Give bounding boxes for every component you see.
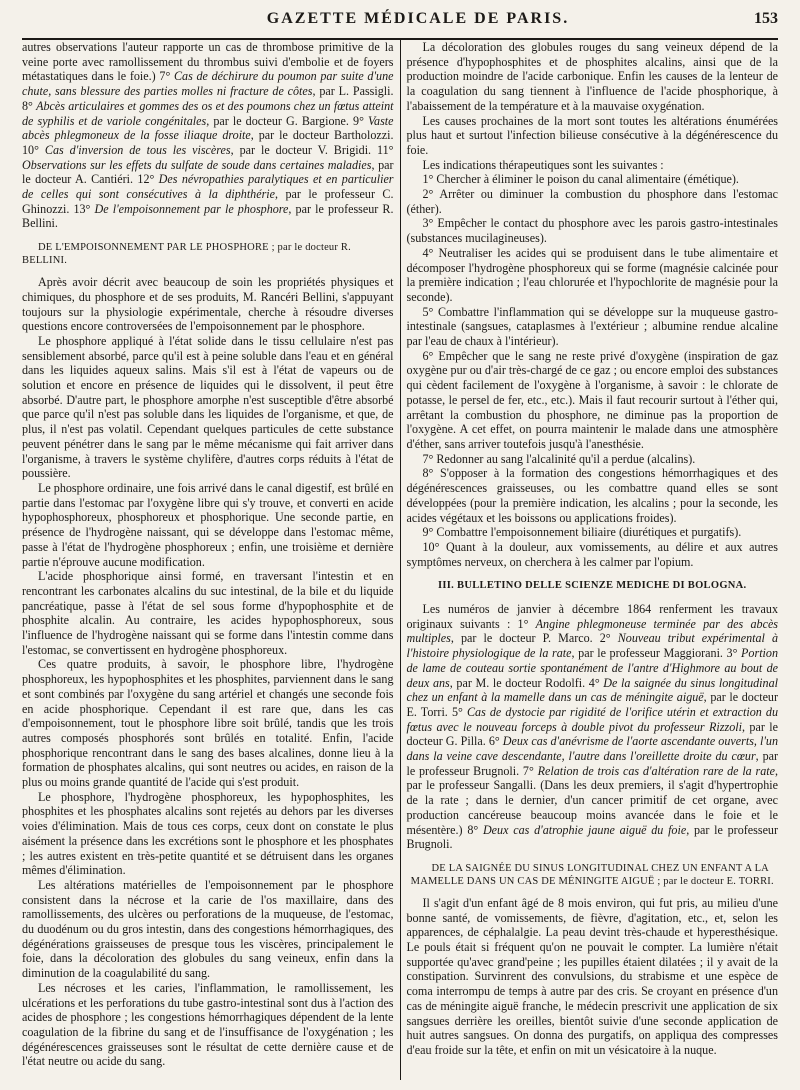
right-column — [401, 40, 779, 1080]
list-item: 7° Redonner au sang l'alcalinité qu'il a perdue (alcalins). — [422, 451, 696, 466]
paragraph: Il s'agit d'un enfant âgé de 8 mois environ, qui fut pris, au milieu d'une bonne santé, de vomissements, de fièvre, d'agitation, etc., et, selon les apparences, de céphalalgie. La peau devint très-chaude et hyperesthésique. Le pouls était si fréquent qu'on ne pouvait le compter. La lumière n'était supportée qu'avec grand'peine ; les pupilles étaient dilatées ; il y avait de la constipation. Survinrent des convulsions, du strabisme et une espèce de coma interrompu de temps à autre par des cris. Se croyant en présence d'un cas de méningite aiguë franche, le médecin prescrivit une application de six sangsues derrière les oreilles, bientôt suivie d'une seconde application de huit autres sangsues. On donna des purgatifs, on appliqua des compresses d'eau froide sur la tête, et enfin on mit un vésicatoire à la nuque. — [406, 895, 779, 1057]
paragraph: L'acide phosphorique ainsi formé, en traversant l'intestin et en rencontrant les carbonates alcalins du suc intestinal, de la bile et du liquide pancréatique, passe à l'état de sel sous forme d'hypophosphite et de phosphite alcalin. Au contraire, les acides hypophosphoreux, sous l'influence de l'hydrogène naissant qui se forme dans l'intestin comme dans l'estomac, se convertissent en hydrogène phosphoreux. — [22, 569, 394, 657]
paragraph: Le phosphore, l'hydrogène phosphoreux, les hypophosphites, les phosphites et les phosphates alcalins sont rejetés au dehors par les diverses voies d'élimination. Mais de tous ces corps, ceux dont on constate le plus aisément la présence dans les excrétions sont le phosphore et les phosphates ; les autres existent en très-petite quantité et se détruisent dans les organes mêmes d'élimination. — [22, 789, 394, 878]
intro-paragraph: autres observations l'auteur rapporte un cas de thrombose primitive de la veine porte avec ramollissement du thrombus suivi d'embolie et de foyers métastatiques dans le foie.) 7° Cas de déchirure du poumon par suite d'une chute, sans blessure des parties molles ni fracture de côtes, par L. Passigli. 8° Abcès articulaires et gommes des os et des poumons chez un fœtus atteint de syphilis et de variole congénitales, par le docteur G. Bargione. 9° Vaste abcès phlegmoneux de la fosse iliaque droite, par le docteur Bartholozzi. 10° Cas d'inversion de tous les viscères, par le docteur V. Brigidi. 11° Observations sur les effets du sulfate de soude dans certaines maladies, par le docteur A. Cantiéri. 12° Des névropathies paralytiques et en particulier de celles qui sont consécutives à la diphthérie, par le professeur C. Ghinozzi. 13° De l'empoisonnement par le phosphore, par le professeur R. Bellini. — [22, 40, 394, 231]
running-title: GAZETTE MÉDICALE DE PARIS. — [266, 10, 570, 27]
paragraph: Les causes prochaines de la mort sont toutes les altérations énumérées plus haut et surtout l'infection bilieuse consécutive à la dégénérescence du foie. — [406, 113, 779, 157]
text-columns — [22, 40, 778, 1080]
paragraph: Les altérations matérielles de l'empoisonnement par le phosphore consistent dans la nécrose et la carie de l'os maxillaire, dans des ramollissements, des ulcères ou perforations de la muqueuse, de l'estomac, du duodénum ou du gros intestin, dans des congestions hémorrhagiques, des dégénérations graisseuses de presque tous les viscères, principalement le foie, dans la décoloration des globules du sang veineux, enfin dans la diminution de la coagulabilité du sang. — [22, 877, 394, 981]
paragraph: Le phosphore ordinaire, une fois arrivé dans le canal digestif, est brûlé en partie dans l'estomac par l'oxygène libre qui s'y trouve, et converti en acide hypophosphoreux, phosphoreux et phosphorique. Une seconde partie, en présence de l'hydrogène naissant, qui se développe dans l'estomac même, passe à l'état de l'hydrogène phosphoreux ; enfin, une troisième et dernière partie n'éprouve aucune modification. — [22, 480, 394, 569]
paragraph: Les indications thérapeutiques sont les suivantes : — [422, 157, 664, 172]
paragraph: Le phosphore appliqué à l'état solide dans le tissu cellulaire n'est pas sensiblement absorbé, parce qu'il est à peine soluble dans l'eau et en général dans les liquides aqueux salins. Mais s'il est à l'état de vapeurs ou de solution et encore en présence de liquides qui le dissolvent, il peut être absorbé. D'autre part, le phosphore amorphe n'est susceptible d'être absorbé que parce qu'il n'est pas soluble dans les liquides de l'organisme, et que, de plus, il n'est pas volatil. Cependant quelques particules de cette substance peuvent pénétrer dans le sang par le même mécanisme qui fait arriver dans l'organisme, à travers le système chylifère, d'autres corps réduits à l'état de poussière. — [22, 333, 394, 481]
list-item: 6° Empêcher que le sang ne reste privé d'oxygène (inspiration de gaz oxygène pur ou d'air très-chargé de ce gaz ; ou encore emploi des substances qui cèdent facilement de l'oxygène à l'organisme, à savoir : le chlorate de potasse, le persel de fer, etc., etc.). Mais il faut recourir surtout à l'éther qui, arrêtant la combustion du phosphore, ne diminue pas la proportion de l'oxygène. A cet effet, on pourra maintenir le malade dans une atmosphère d'éther, sans arriver toutefois jusqu'à l'anesthésie. — [406, 348, 779, 451]
list-item: 9° Combattre l'empoisonnement biliaire (diurétiques et purgatifs). — [422, 525, 742, 540]
paragraph: Les nécroses et les caries, l'inflammation, le ramollissement, les ulcérations et les perforations du tube gastro-intestinal sont dus à l'action des acides de phosphore ; les congestions hémorrhagiques dépendent de la lente coagulation de la fibrine du sang et de l'insuffisance de l'oxygénation ; les dégénérescences graisseuses sont le résultat de cette dernière cause et de l'état neutre ou acide du sang. — [22, 980, 394, 1069]
section-heading-phosphore: DE L'EMPOISONNEMENT PAR LE PHOSPHORE ; par le docteur R. BELLINI. — [22, 242, 351, 267]
page-number: 153 — [753, 10, 778, 27]
section-heading-bologna: III. BULLETINO DELLE SCIENZE MEDICHE DI BOLOGNA. — [438, 580, 747, 592]
left-column — [22, 40, 400, 1080]
list-item: 2° Arrêter ou diminuer la combustion du phosphore dans l'estomac (éther). — [406, 187, 779, 216]
paragraph: Ces quatre produits, à savoir, le phosphore libre, l'hydrogène phosphoreux, les hypophosphites et les phosphites, parviennent dans le sang et sont combinés par l'oxygène du sang artériel et changés une seconde fois en acide phosphorique. Cependant il est rare que, dans les cas d'empoisonnement, tout le phosphore libre soit brûlé, tandis que les trois autres composés phosphorés sont brûlés en totalité. Enfin, l'acide phosphorique rencontrant dans le sang des bases alcalines, donne lieu à la formation de phosphates alcalins, qui sont neutres ou acides, en raison de la plus ou moins grande quantité de l'acide qui s'est produit. — [22, 657, 394, 790]
list-item: 4° Neutraliser les acides qui se produisent dans le tube alimentaire et décomposer l'hydrogène phosphoreux qui se forme (magnésie calcinée pour la première indication ; l'eau chlorurée et l'hypochlorite de magnésie pour la seconde). — [406, 245, 779, 304]
paragraph: La décoloration des globules rouges du sang veineux dépend de la présence d'hypophosphites et de phosphites alcalins, ainsi que de la production moindre de l'acide carbonique. Enfin les causes de la lenteur de la coagulation du sang tiennent à l'influence de l'acide phosphorique, à l'abaissement de la température et à la mauvaise oxygénation. — [406, 40, 779, 113]
list-item: 1° Chercher à éliminer le poison du canal alimentaire (émétique). — [422, 172, 739, 187]
paragraph: Après avoir décrit avec beaucoup de soin les propriétés physiques et chimiques, du phosphore et de ses produits, M. Rancéri Bellini, s'appuyant toujours sur la physiologie expérimentale, cherche à résoudre diverses questions encore controversées de l'empoisonnement par le phosphore. — [22, 275, 394, 334]
page-header — [22, 10, 778, 36]
list-item: 8° S'opposer à la formation des congestions hémorrhagiques et des dégénérescences graisseuses, ou les combattre quand elles se sont développées (pour la première indication, les alcalins ; pour la seconde, les acides végétaux et les boissons ou applications froides). — [406, 466, 779, 525]
section-heading-torri: DE LA SAIGNÉE DU SINUS LONGITUDINAL CHEZ UN ENFANT A LA MAMELLE DANS UN CAS DE MÉNINGITE AIGUË ; par le docteur E. TORRI. — [410, 862, 774, 887]
bulletin-paragraph: Les numéros de janvier à décembre 1864 renferment les travaux originaux suivants : 1° Angine phlegmoneuse terminée par des abcès multiples, par le docteur P. Marco. 2° Nouveau tribut expérimental à l'histoire physiologique de la rate, par le professeur Maggiorani. 3° Portion de lame de couteau sortie spontanément de l'antre d'Highmore au bout de deux ans, par M. le docteur Rodolfi. 4° De la saignée du sinus longitudinal chez un enfant à la mamelle dans un cas de méningite aiguë, par le docteur E. Torri. 5° Cas de dystocie par rigidité de l'orifice utérin et extraction du fœtus avec le nouveau forceps à double pivot du professeur Rizzoli, par le docteur G. Pilla. 6° Deux cas d'anévrisme de l'aorte ascendante ouverts, l'un dans la veine cave descendante, l'autre dans l'oreillette droite du cœur, par le professeur Brugnoli. 7° Relation de trois cas d'altération rare de la rate, par le professeur Sangalli. (Dans les deux premiers, il s'agit d'hypertrophie de la rate ; dans le dernier, d'un cancer primitif de cet organe, avec production cancéreuse beaucoup moins avancée dans le foie et le mésentère.) 8° Deux cas d'atrophie jaune aiguë du foie, par le professeur Brugnoli. — [406, 602, 779, 852]
list-item: 3° Empêcher le contact du phosphore avec les parois gastro-intestinales (substances mucilagineuses). — [406, 216, 779, 246]
list-item: 5° Combattre l'inflammation qui se développe sur la muqueuse gastro-intestinale (sangsues, cataplasmes à l'extérieur ; albumine rendue alcaline par l'eau de chaux à l'intérieur). — [406, 304, 779, 349]
list-item: 10° Quant à la douleur, aux vomissements, au délire et aux autres symptômes nerveux, on cherchera à les calmer par l'opium. — [406, 539, 779, 569]
